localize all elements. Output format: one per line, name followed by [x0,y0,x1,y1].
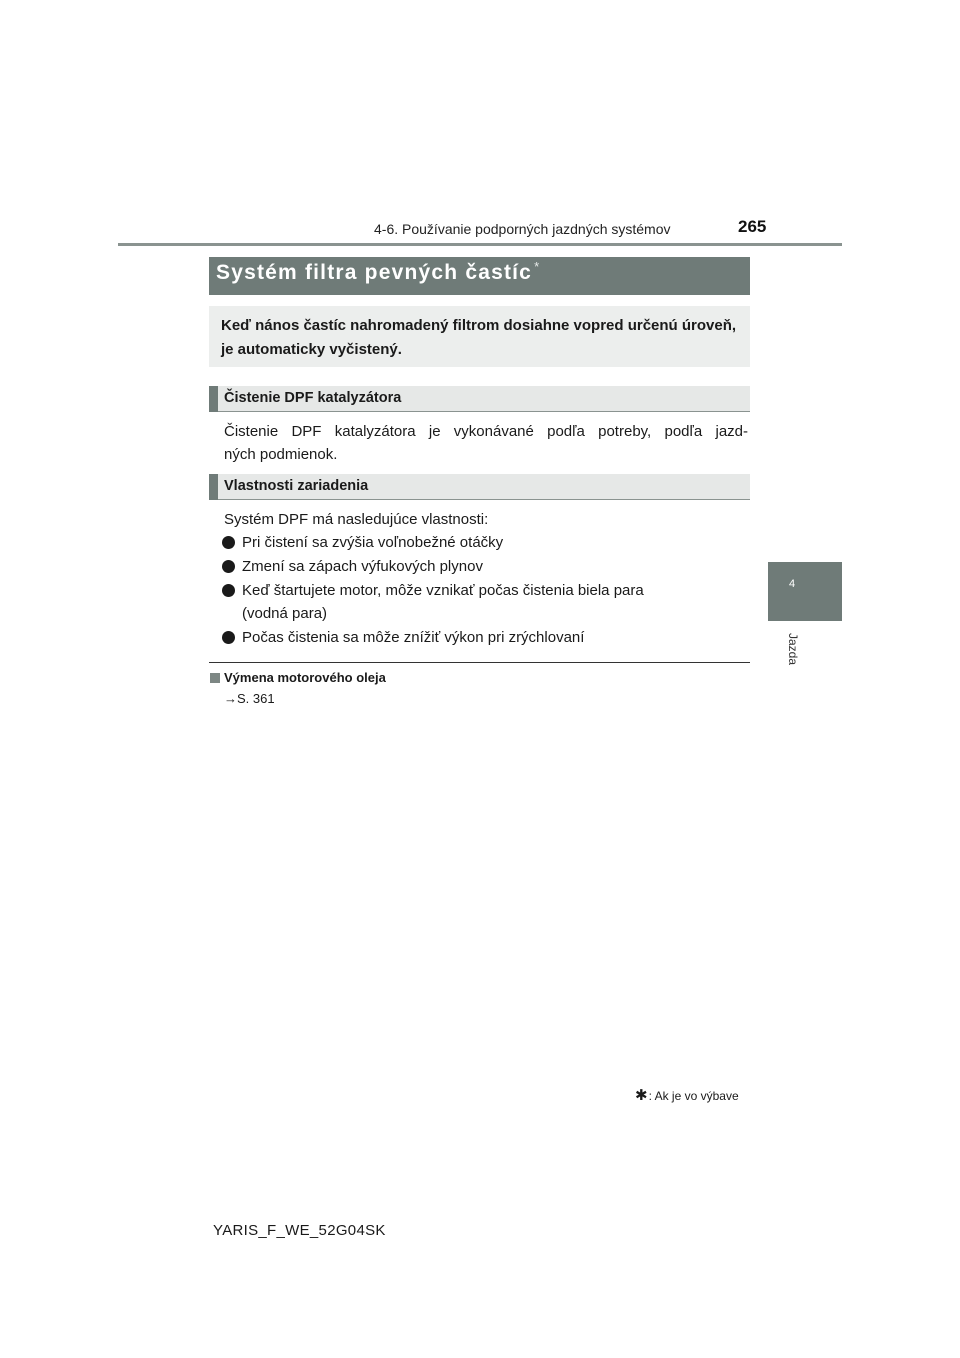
section-heading-features: Vlastnosti zariadenia [224,478,369,494]
asterisk-icon: ✱ [635,1087,648,1104]
list-item [222,626,584,649]
page-title [216,261,540,285]
list-item-text: Počas čistenia sa môže znížiť výkon pri zrýchlovaní [242,629,585,646]
header-divider [118,243,842,246]
bullet-icon [222,584,235,597]
page-title-text: Systém filtra pevných častíc [216,261,533,284]
list-item [222,579,644,602]
note-square-icon [210,673,220,683]
list-item [222,555,483,578]
dpf-cleaning-text-line: ných podmienok. [224,446,338,463]
list-item-text: Pri čistení sa zvýšia voľnobežné otáčky [242,534,504,551]
page-number: 265 [738,217,767,236]
list-item-text: Zmení sa zápach výfukových plynov [242,558,483,575]
footnote-text: : Ak je vo výbave [648,1089,739,1103]
document-code: YARIS_F_WE_52G04SK [213,1222,386,1239]
list-item-text: Keď štartujete motor, môže vznikať počas čistenia biela para [242,582,644,599]
footnote [635,1086,739,1104]
section-heading-marker [209,474,218,500]
chapter-tab [768,562,842,621]
dpf-cleaning-text-line: Čistenie DPF katalyzátora je vykonávané podľa potreby, podľa jazd- [224,423,748,440]
chapter-number: 4 [789,578,796,590]
features-lead-text: Systém DPF má nasledujúce vlastnosti: [224,511,489,528]
section-heading-marker [209,386,218,412]
list-item-continuation: (vodná para) [242,605,328,622]
header-section-title: 4-6. Používanie podporných jazdných systémov [374,221,671,237]
list-item [222,531,503,554]
section-heading-dpf-cleaning: Čistenie DPF katalyzátora [224,390,402,406]
optional-equipment-mark: * [534,259,541,274]
note-page-reference[interactable]: →S. 361 [224,691,275,706]
bullet-icon [222,631,235,644]
bullet-icon [222,536,235,549]
intro-text: Keď nános častíc nahromadený filtrom dosiahne vopred určenú úroveň, je automaticky vyčistený. [221,317,737,358]
note-divider [209,662,750,663]
chapter-label: Jazda [786,633,800,666]
note-title: Výmena motorového oleja [224,670,386,685]
bullet-icon [222,560,235,573]
